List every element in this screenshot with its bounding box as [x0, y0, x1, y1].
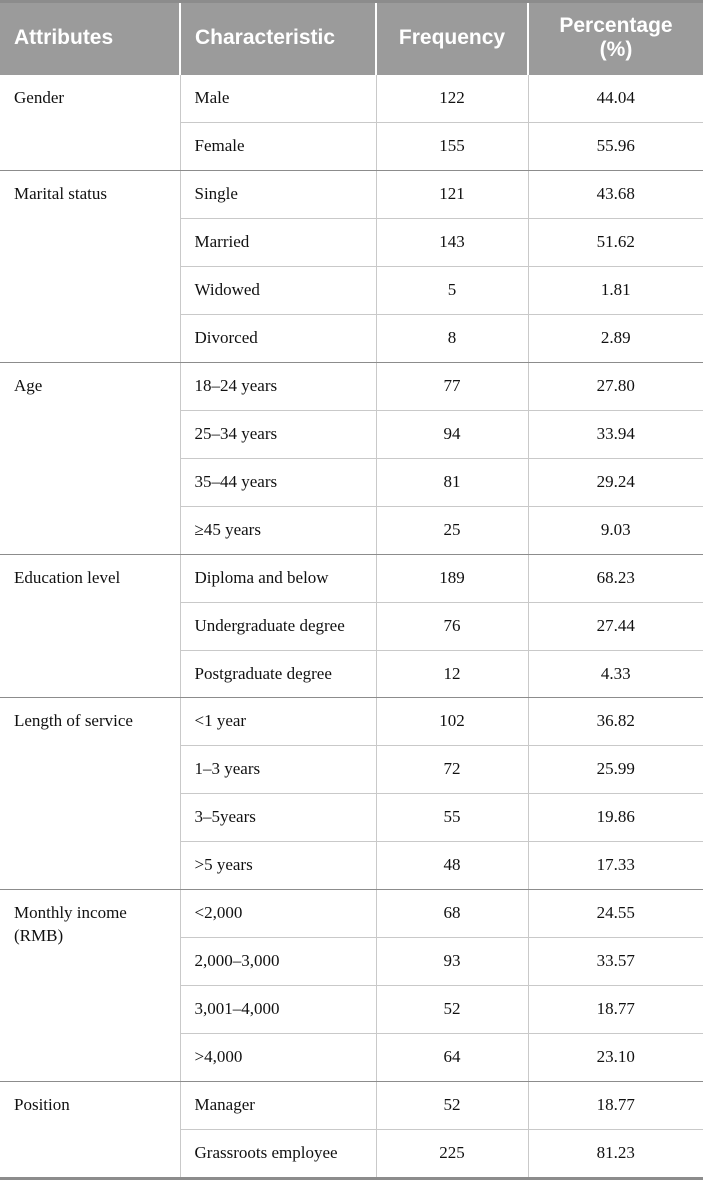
- frequency-cell: 77: [376, 362, 528, 410]
- percentage-cell: 51.62: [528, 219, 703, 267]
- attribute-cell: Age: [0, 362, 180, 554]
- column-header-attributes: Attributes: [0, 2, 180, 76]
- characteristic-cell: 35–44 years: [180, 458, 376, 506]
- characteristic-cell: 1–3 years: [180, 746, 376, 794]
- percentage-cell: 1.81: [528, 267, 703, 315]
- percentage-cell: 44.04: [528, 75, 703, 122]
- percentage-cell: 24.55: [528, 890, 703, 938]
- percentage-cell: 4.33: [528, 650, 703, 698]
- characteristic-cell: Male: [180, 75, 376, 122]
- attribute-cell: Gender: [0, 75, 180, 170]
- frequency-cell: 81: [376, 458, 528, 506]
- characteristic-cell: Single: [180, 171, 376, 219]
- characteristic-cell: Widowed: [180, 267, 376, 315]
- frequency-cell: 155: [376, 123, 528, 171]
- percentage-cell: 27.44: [528, 602, 703, 650]
- table-row: [0, 362, 703, 410]
- percentage-cell: 18.77: [528, 986, 703, 1034]
- percentage-cell: 9.03: [528, 506, 703, 554]
- characteristic-cell: Undergraduate degree: [180, 602, 376, 650]
- frequency-cell: 52: [376, 1081, 528, 1129]
- characteristic-cell: >5 years: [180, 842, 376, 890]
- characteristic-cell: >4,000: [180, 1034, 376, 1082]
- attribute-cell: Length of service: [0, 698, 180, 890]
- table-header-row: [0, 2, 703, 76]
- characteristic-cell: Married: [180, 219, 376, 267]
- table-row: [0, 698, 703, 746]
- percentage-cell: 33.57: [528, 938, 703, 986]
- table-row: [0, 171, 703, 219]
- percentage-cell: 27.80: [528, 362, 703, 410]
- table-body: [0, 75, 703, 1178]
- frequency-cell: 72: [376, 746, 528, 794]
- characteristic-cell: Grassroots employee: [180, 1129, 376, 1178]
- characteristic-cell: 3–5years: [180, 794, 376, 842]
- attribute-cell: Marital status: [0, 171, 180, 363]
- column-header-characteristic: Characteristic: [180, 2, 376, 76]
- characteristic-cell: ≥45 years: [180, 506, 376, 554]
- frequency-cell: 122: [376, 75, 528, 122]
- frequency-cell: 94: [376, 410, 528, 458]
- column-header-percentage: Percentage (%): [528, 2, 703, 76]
- percentage-cell: 2.89: [528, 314, 703, 362]
- frequency-cell: 48: [376, 842, 528, 890]
- frequency-cell: 25: [376, 506, 528, 554]
- frequency-cell: 76: [376, 602, 528, 650]
- characteristic-cell: Postgraduate degree: [180, 650, 376, 698]
- table-row: [0, 1081, 703, 1129]
- percentage-cell: 68.23: [528, 554, 703, 602]
- frequency-cell: 121: [376, 171, 528, 219]
- table-row: [0, 890, 703, 938]
- characteristic-cell: <2,000: [180, 890, 376, 938]
- characteristic-cell: 3,001–4,000: [180, 986, 376, 1034]
- characteristic-cell: 18–24 years: [180, 362, 376, 410]
- attribute-cell: Monthly income (RMB): [0, 890, 180, 1082]
- percentage-cell: 36.82: [528, 698, 703, 746]
- percentage-cell: 17.33: [528, 842, 703, 890]
- percentage-cell: 19.86: [528, 794, 703, 842]
- percentage-cell: 18.77: [528, 1081, 703, 1129]
- characteristic-cell: 25–34 years: [180, 410, 376, 458]
- attribute-cell: Position: [0, 1081, 180, 1178]
- characteristic-cell: 2,000–3,000: [180, 938, 376, 986]
- table-row: [0, 554, 703, 602]
- frequency-cell: 64: [376, 1034, 528, 1082]
- frequency-cell: 5: [376, 267, 528, 315]
- characteristic-cell: Manager: [180, 1081, 376, 1129]
- frequency-cell: 225: [376, 1129, 528, 1178]
- frequency-cell: 12: [376, 650, 528, 698]
- frequency-cell: 52: [376, 986, 528, 1034]
- percentage-cell: 23.10: [528, 1034, 703, 1082]
- frequency-cell: 102: [376, 698, 528, 746]
- percentage-cell: 33.94: [528, 410, 703, 458]
- attribute-cell: Education level: [0, 554, 180, 698]
- percentage-cell: 29.24: [528, 458, 703, 506]
- characteristic-cell: Female: [180, 123, 376, 171]
- characteristic-cell: Diploma and below: [180, 554, 376, 602]
- characteristic-cell: <1 year: [180, 698, 376, 746]
- frequency-cell: 143: [376, 219, 528, 267]
- frequency-cell: 189: [376, 554, 528, 602]
- frequency-cell: 93: [376, 938, 528, 986]
- column-header-frequency: Frequency: [376, 2, 528, 76]
- percentage-cell: 25.99: [528, 746, 703, 794]
- frequency-cell: 55: [376, 794, 528, 842]
- table-header: [0, 2, 703, 76]
- percentage-cell: 43.68: [528, 171, 703, 219]
- characteristic-cell: Divorced: [180, 314, 376, 362]
- frequency-cell: 8: [376, 314, 528, 362]
- table-row: [0, 75, 703, 122]
- percentage-cell: 81.23: [596, 1142, 635, 1162]
- percentage-cell: 55.96: [528, 123, 703, 171]
- frequency-cell: 68: [376, 890, 528, 938]
